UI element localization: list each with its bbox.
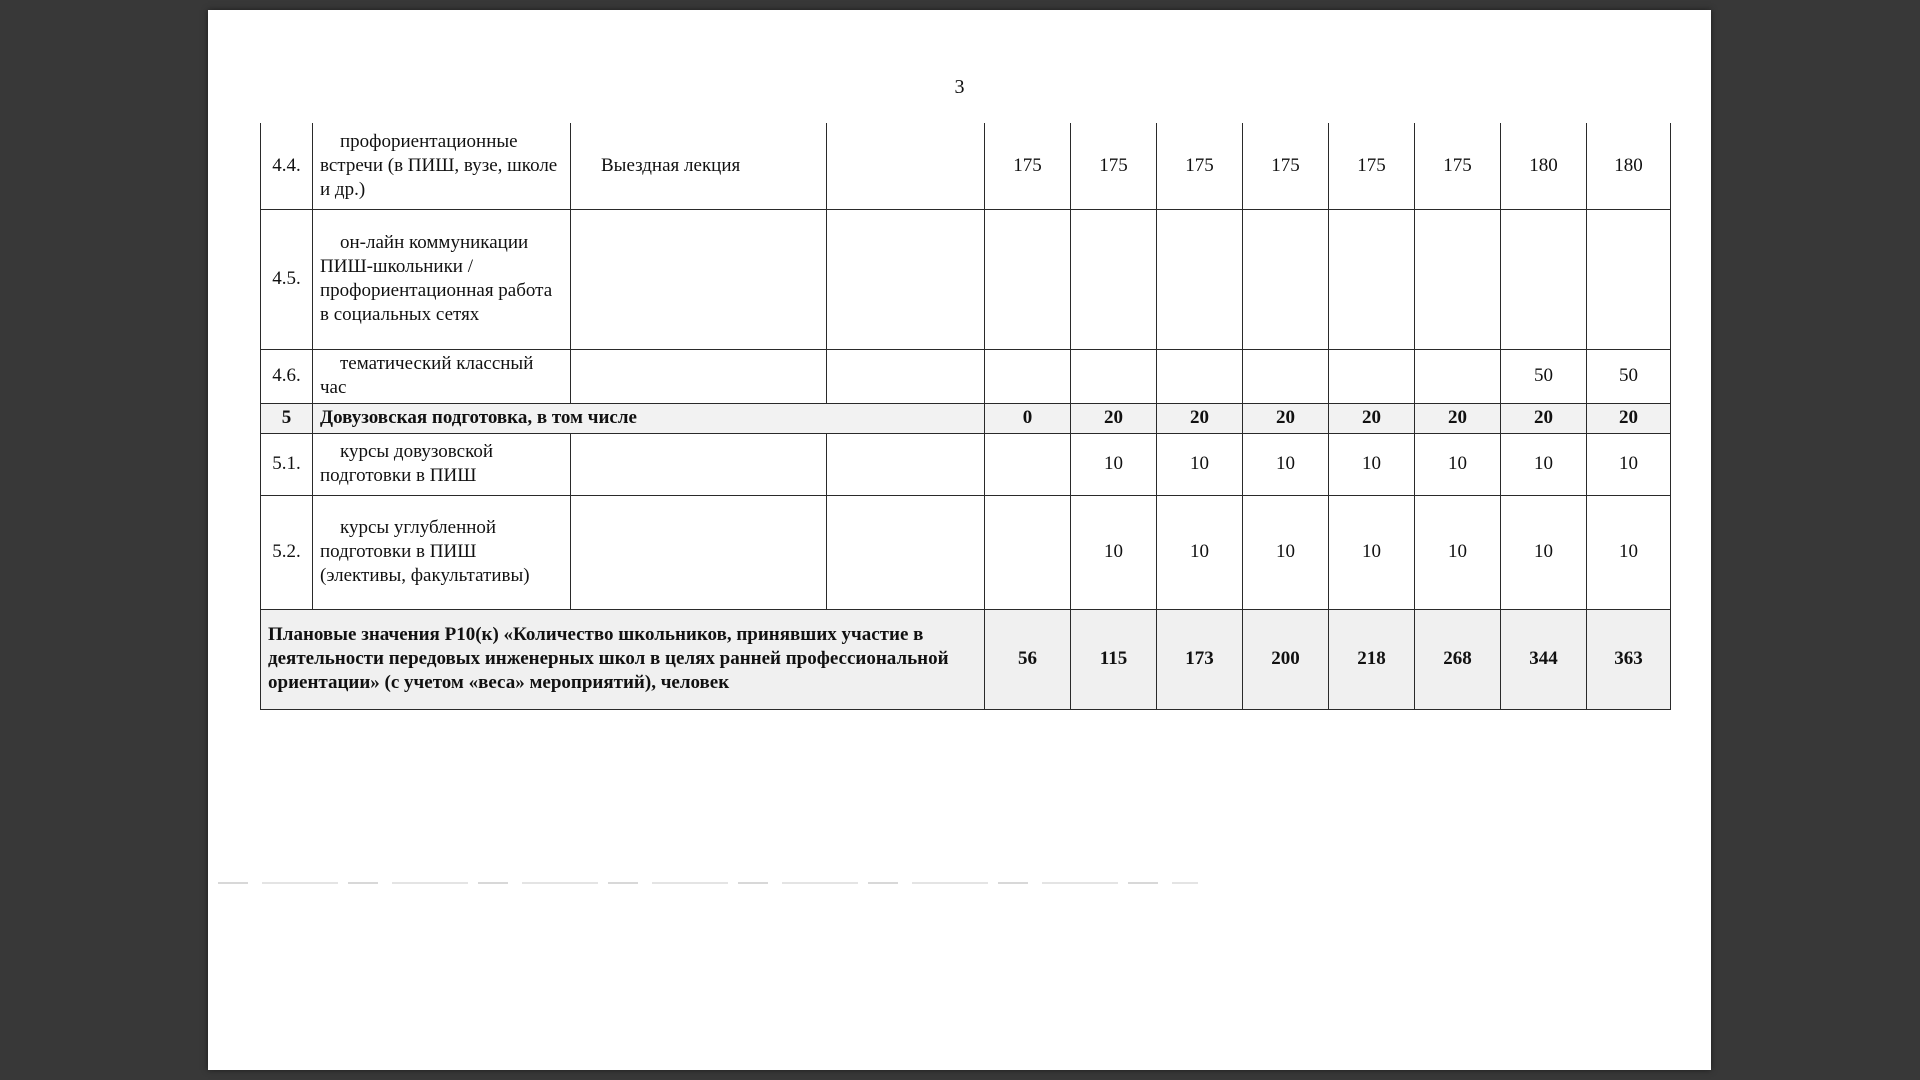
value-cell: 10 xyxy=(1587,495,1671,609)
value-cell: 20 xyxy=(1587,403,1671,433)
table-row xyxy=(261,495,1671,609)
value-cell: 10 xyxy=(1587,433,1671,495)
plan-table xyxy=(260,123,1671,710)
document-page xyxy=(208,10,1711,1070)
table-row xyxy=(261,209,1671,349)
section-title: Довузовская подготовка, в том числе xyxy=(313,403,985,433)
row-note xyxy=(827,123,985,209)
value-cell: 20 xyxy=(1071,403,1157,433)
row-note xyxy=(827,433,985,495)
scan-artifact-line xyxy=(218,882,1198,884)
value-cell: 20 xyxy=(1329,403,1415,433)
value-cell xyxy=(1415,349,1501,403)
row-number: 5.2. xyxy=(261,495,313,609)
total-value: 268 xyxy=(1415,609,1501,709)
section-number: 5 xyxy=(261,403,313,433)
row-number: 4.6. xyxy=(261,349,313,403)
row-note xyxy=(827,495,985,609)
value-cell xyxy=(1071,349,1157,403)
value-cell: 20 xyxy=(1501,403,1587,433)
value-cell: 175 xyxy=(1071,123,1157,209)
row-number: 4.4. xyxy=(261,123,313,209)
value-cell: 10 xyxy=(1415,433,1501,495)
value-cell: 175 xyxy=(1415,123,1501,209)
value-cell xyxy=(1243,209,1329,349)
row-name: тематический классный час xyxy=(313,349,571,403)
value-cell: 20 xyxy=(1157,403,1243,433)
row-name: он-лайн коммуникации ПИШ-школьники /профориентационная работа в социальных сетях xyxy=(313,209,571,349)
row-note xyxy=(827,209,985,349)
value-cell: 50 xyxy=(1501,349,1587,403)
total-value: 173 xyxy=(1157,609,1243,709)
value-cell: 10 xyxy=(1071,433,1157,495)
total-value: 56 xyxy=(985,609,1071,709)
value-cell: 10 xyxy=(1329,495,1415,609)
value-cell xyxy=(985,433,1071,495)
value-cell xyxy=(1415,209,1501,349)
value-cell: 175 xyxy=(1243,123,1329,209)
row-name: курсы углубленной подготовки в ПИШ (элективы, факультативы) xyxy=(313,495,571,609)
value-cell: 10 xyxy=(1243,433,1329,495)
value-cell: 10 xyxy=(1157,433,1243,495)
value-cell: 10 xyxy=(1071,495,1157,609)
row-number: 4.5. xyxy=(261,209,313,349)
value-cell xyxy=(985,209,1071,349)
row-form xyxy=(571,209,827,349)
row-note xyxy=(827,349,985,403)
row-name: профориентационные встречи (в ПИШ, вузе, школе и др.) xyxy=(313,123,571,209)
total-value: 218 xyxy=(1329,609,1415,709)
value-cell: 175 xyxy=(1329,123,1415,209)
table-row xyxy=(261,433,1671,495)
row-form xyxy=(571,349,827,403)
value-cell: 20 xyxy=(1243,403,1329,433)
value-cell: 10 xyxy=(1243,495,1329,609)
value-cell: 175 xyxy=(985,123,1071,209)
value-cell xyxy=(1157,209,1243,349)
value-cell: 20 xyxy=(1415,403,1501,433)
section-row xyxy=(261,403,1671,433)
value-cell xyxy=(1071,209,1157,349)
page-number: 3 xyxy=(954,76,965,98)
value-cell xyxy=(1157,349,1243,403)
value-cell: 10 xyxy=(1329,433,1415,495)
value-cell: 175 xyxy=(1157,123,1243,209)
value-cell: 10 xyxy=(1501,495,1587,609)
total-row xyxy=(261,609,1671,709)
value-cell xyxy=(1329,349,1415,403)
value-cell: 180 xyxy=(1501,123,1587,209)
row-form xyxy=(571,433,827,495)
value-cell: 50 xyxy=(1587,349,1671,403)
total-value: 344 xyxy=(1501,609,1587,709)
total-label: Плановые значения Р10(к) «Количество школьников, принявших участие в деятельности передовых инженерных школ в целях ранней профессиональной ориентации» (с учетом «веса» мероприятий), человек xyxy=(261,609,985,709)
value-cell: 10 xyxy=(1501,433,1587,495)
row-form xyxy=(571,495,827,609)
total-value: 115 xyxy=(1071,609,1157,709)
value-cell: 10 xyxy=(1157,495,1243,609)
table-row xyxy=(261,123,1671,209)
value-cell xyxy=(985,349,1071,403)
value-cell xyxy=(1501,209,1587,349)
row-number: 5.1. xyxy=(261,433,313,495)
value-cell xyxy=(1243,349,1329,403)
row-form: Выездная лекция xyxy=(571,123,827,209)
value-cell: 0 xyxy=(985,403,1071,433)
value-cell xyxy=(1587,209,1671,349)
value-cell: 180 xyxy=(1587,123,1671,209)
row-name: курсы довузовской подготовки в ПИШ xyxy=(313,433,571,495)
table-row xyxy=(261,349,1671,403)
total-value: 200 xyxy=(1243,609,1329,709)
value-cell xyxy=(1329,209,1415,349)
value-cell: 10 xyxy=(1415,495,1501,609)
value-cell xyxy=(985,495,1071,609)
total-value: 363 xyxy=(1587,609,1671,709)
